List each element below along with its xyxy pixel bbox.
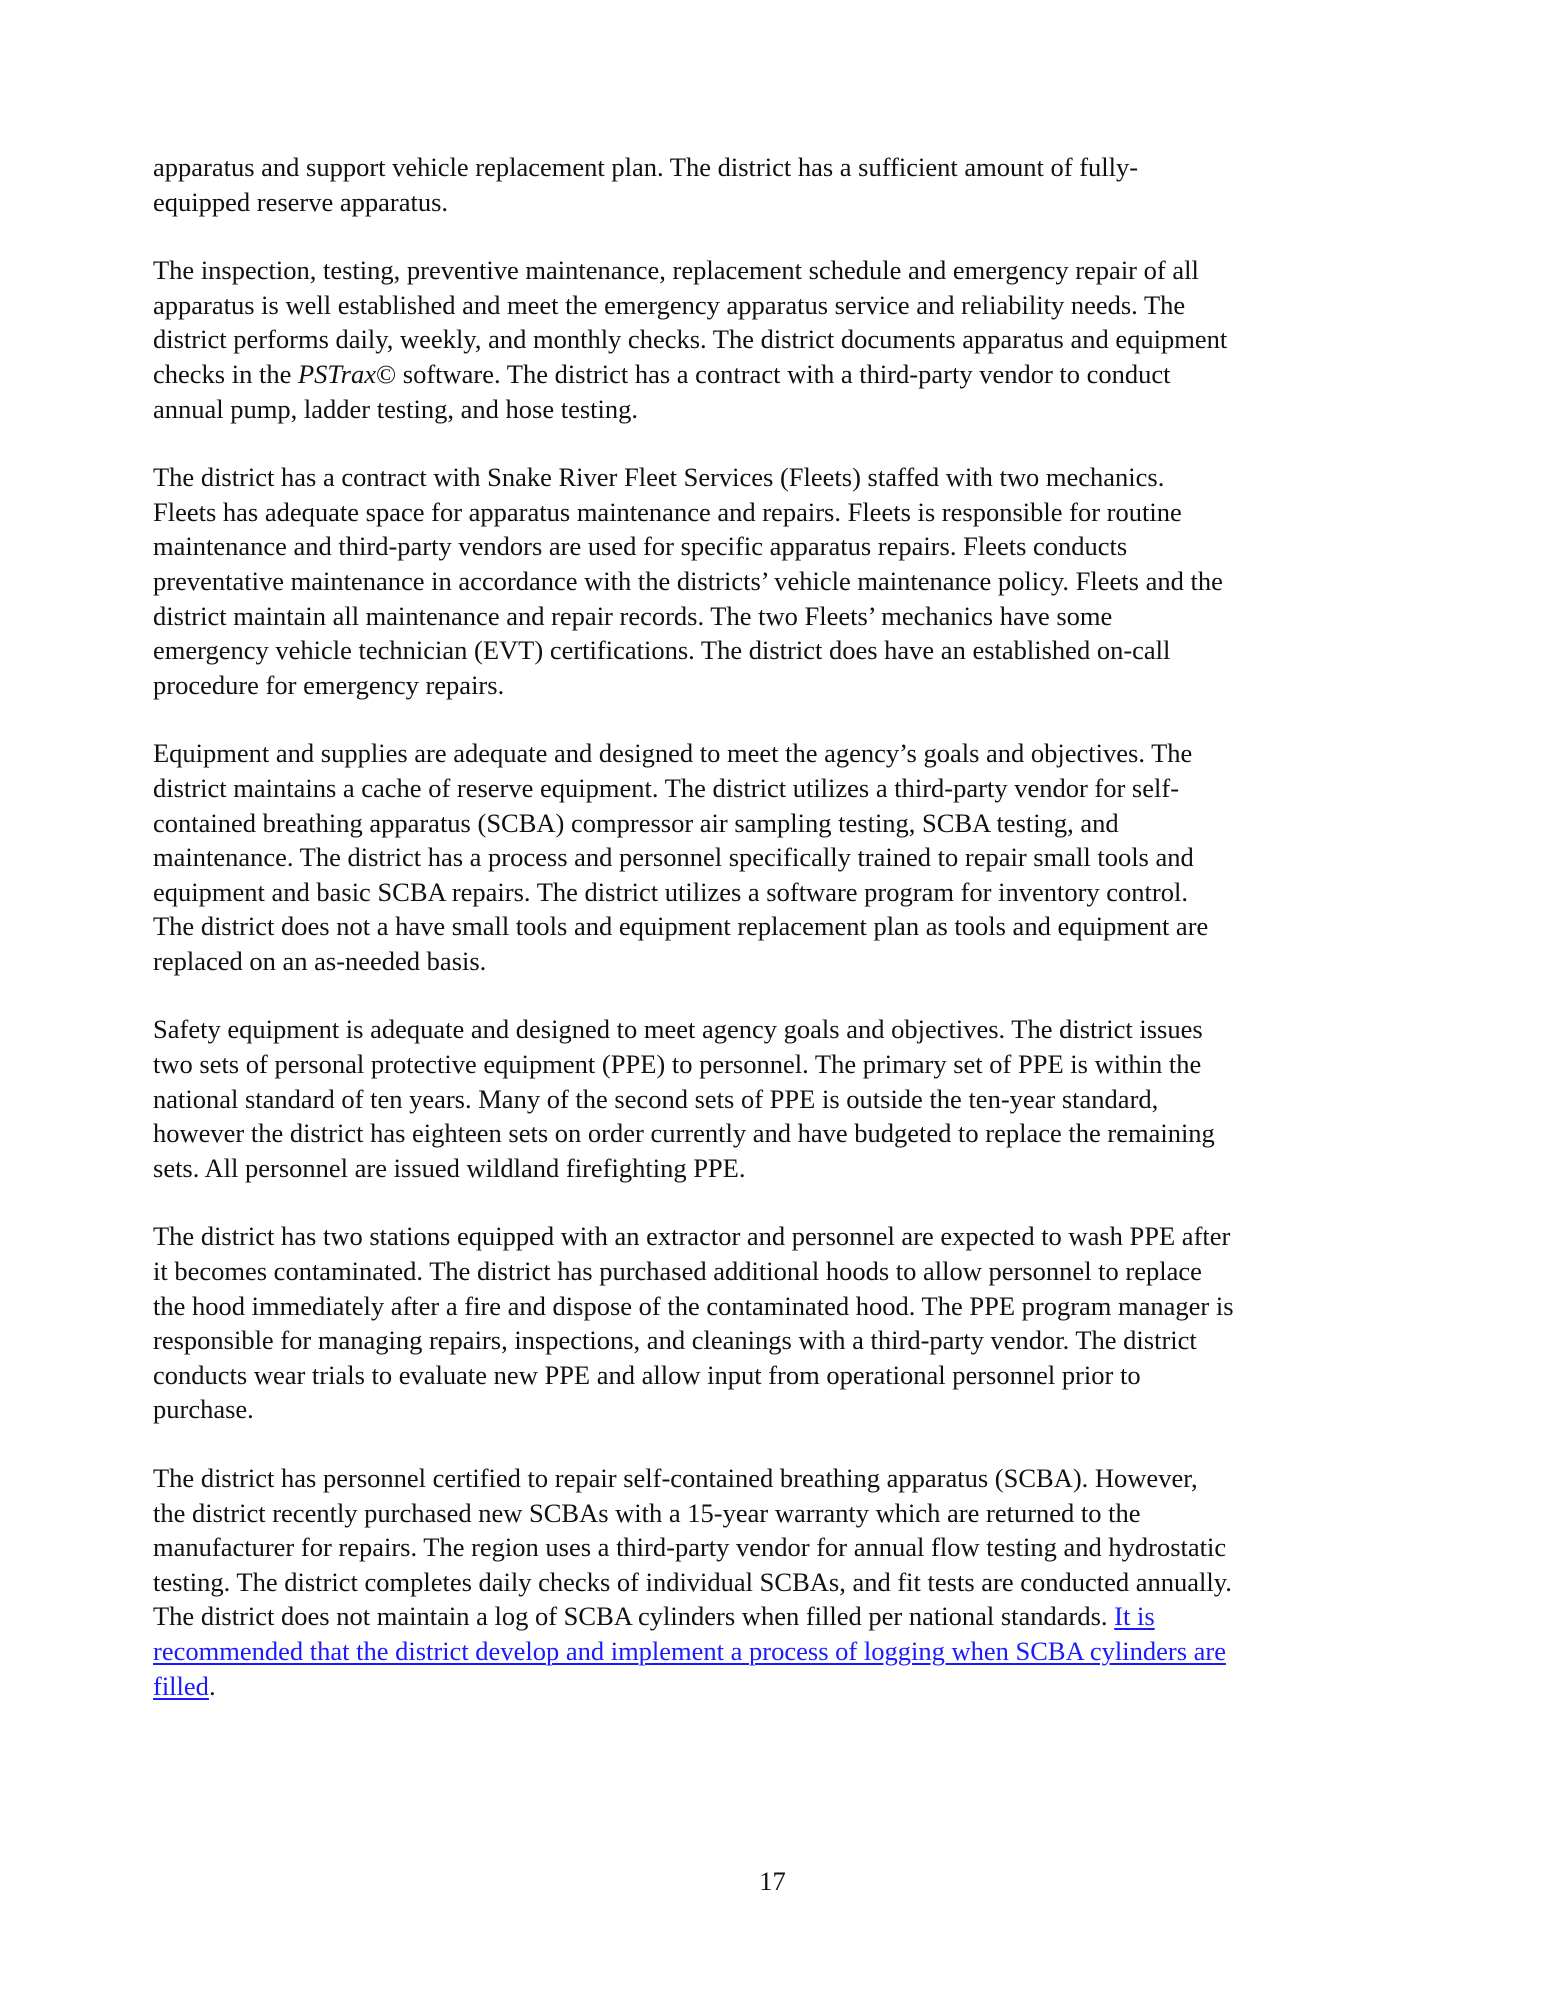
paragraph-scba-repair [153,1461,1393,1703]
text-line [153,357,1393,392]
software-name: PSTrax [297,358,377,389]
recommendation-link[interactable]: It is [1114,1601,1155,1632]
text-line: annual pump, ladder testing, and hose testing. [153,393,638,424]
text-line: maintenance. The district has a process and personnel specifically trained to repair small tools and [153,842,1194,873]
text-fragment: The district does not maintain a log of SCBA cylinders when filled per national standards. [153,1601,1115,1632]
text-line: conducts wear trials to evaluate new PPE and allow input from operational personnel prior to [153,1359,1141,1390]
text-line: equipment and basic SCBA repairs. The district utilizes a software program for inventory control. [153,876,1188,907]
paragraph-ppe-cleaning [153,1219,1393,1427]
text-line: Safety equipment is adequate and designed to meet agency goals and objectives. The district issues [153,1014,1203,1045]
text-line: The district has two stations equipped with an extractor and personnel are expected to wash PPE after [153,1221,1231,1252]
text-line [153,1634,1393,1669]
text-line: maintenance and third-party vendors are used for specific apparatus repairs. Fleets conducts [153,531,1128,562]
text-line: purchase. [153,1394,254,1425]
recommendation-link[interactable]: recommended that the district develop and implement a process of logging when SCBA cylinders are [153,1635,1226,1666]
recommendation-link[interactable]: filled [153,1670,209,1701]
text-line [153,1599,1393,1634]
text-line: district maintain all maintenance and repair records. The two Fleets’ mechanics have some [153,600,1113,631]
text-line: manufacturer for repairs. The region uses a third-party vendor for annual flow testing and hydrostatic [153,1532,1227,1563]
text-line: the hood immediately after a fire and dispose of the contaminated hood. The PPE program manager is [153,1290,1234,1321]
paragraph-fleet-services [153,460,1393,702]
text-line: apparatus is well established and meet the emergency apparatus service and reliability needs. The [153,289,1186,320]
text-line: district maintains a cache of reserve equipment. The district utilizes a third-party vendor for self- [153,772,1180,803]
text-line: it becomes contaminated. The district has purchased additional hoods to allow personnel to replace [153,1256,1202,1287]
text-line: testing. The district completes daily checks of individual SCBAs, and fit tests are conducted annually. [153,1566,1232,1597]
text-line: the district recently purchased new SCBAs with a 15-year warranty which are returned to the [153,1497,1141,1528]
text-fragment: © software. The district has a contract with a third-party vendor to conduct [376,358,1171,389]
page-number: 17 [759,1866,786,1896]
text-line: The inspection, testing, preventive maintenance, replacement schedule and emergency repair of all [153,255,1199,286]
text-line: district performs daily, weekly, and monthly checks. The district documents apparatus and equipment [153,324,1228,355]
text-line: two sets of personal protective equipment (PPE) to personnel. The primary set of PPE is within the [153,1049,1202,1080]
text-line: The district has personnel certified to repair self-contained breathing apparatus (SCBA). However, [153,1463,1198,1493]
text-line: sets. All personnel are issued wildland firefighting PPE. [153,1152,746,1183]
text-line: emergency vehicle technician (EVT) certifications. The district does have an established on-call [153,635,1171,666]
document-page [153,150,1393,1737]
text-line: Fleets has adequate space for apparatus maintenance and repairs. Fleets is responsible for routine [153,496,1182,527]
text-line: equipped reserve apparatus. [153,186,449,217]
text-line: The district does not a have small tools and equipment replacement plan as tools and equipment are [153,911,1209,942]
paragraph-equipment-supplies [153,736,1393,978]
text-line: apparatus and support vehicle replacement plan. The district has a sufficient amount of fully- [153,152,1139,182]
text-fragment: . [208,1670,216,1701]
text-line: contained breathing apparatus (SCBA) compressor air sampling testing, SCBA testing, and [153,807,1119,838]
text-line: replaced on an as-needed basis. [153,945,487,976]
paragraph-inspection-testing [153,253,1393,426]
text-line: national standard of ten years. Many of the second sets of PPE is outside the ten-year standard, [153,1083,1159,1114]
text-line: preventative maintenance in accordance with the districts’ vehicle maintenance policy. Fleets and the [153,565,1223,596]
paragraph-safety-equipment [153,1012,1393,1185]
text-line: Equipment and supplies are adequate and designed to meet the agency’s goals and objectives. The [153,738,1193,769]
text-fragment: checks in the [153,358,298,389]
paragraph-apparatus-replacement [153,150,1393,219]
text-line: however the district has eighteen sets on order currently and have budgeted to replace the remaining [153,1118,1215,1149]
text-line: The district has a contract with Snake River Fleet Services (Fleets) staffed with two mechanics. [153,462,1165,493]
text-line: responsible for managing repairs, inspections, and cleanings with a third-party vendor. The district [153,1325,1197,1356]
text-line: procedure for emergency repairs. [153,669,505,700]
text-line [153,1669,1393,1704]
